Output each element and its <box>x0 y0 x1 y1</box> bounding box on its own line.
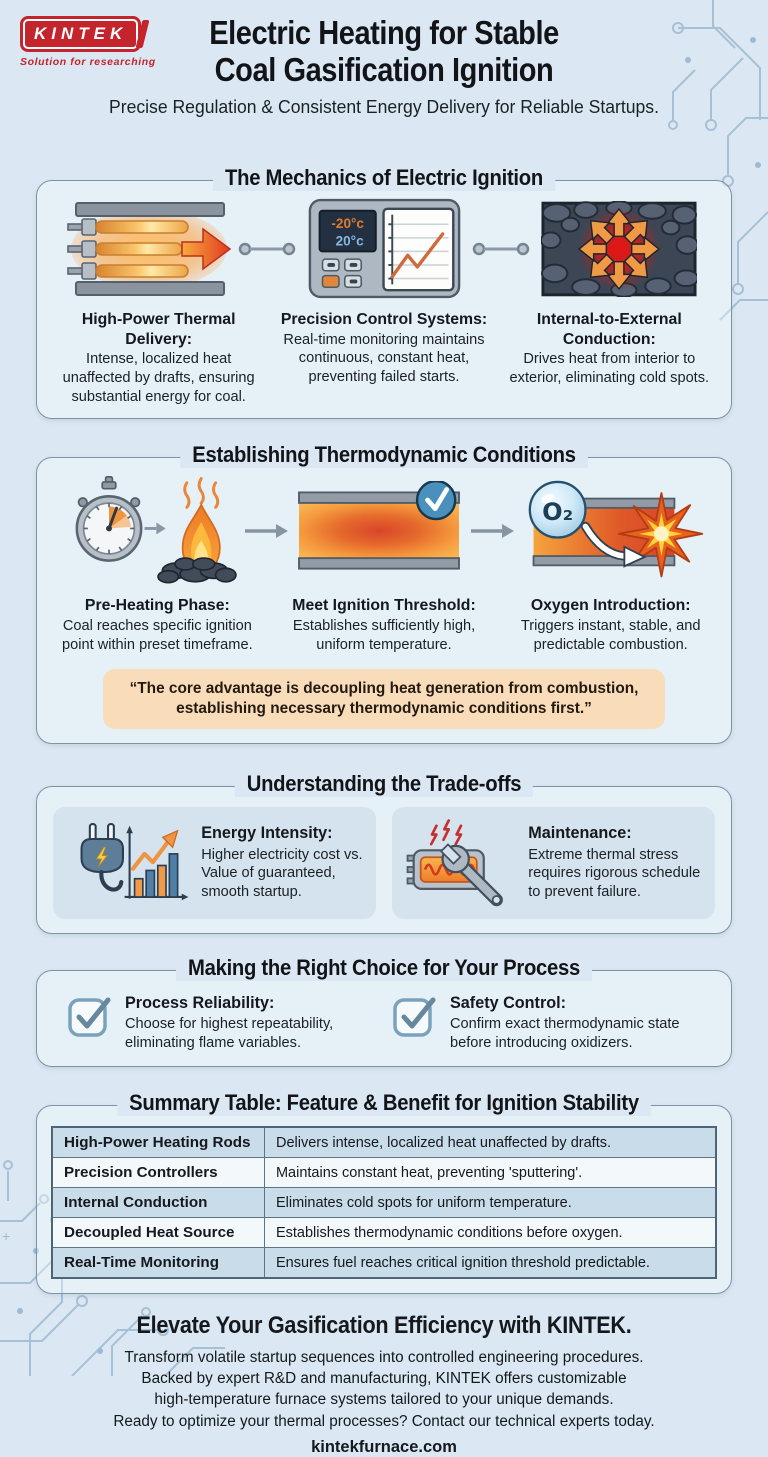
footer <box>0 1312 768 1456</box>
section-tradeoffs-title: Understanding the Trade-offs <box>235 771 533 797</box>
item-body: Establishes sufficiently high, uniform temperature. <box>292 618 476 653</box>
section-summary <box>36 1090 732 1294</box>
item-heading: Internal-to-External Conduction: <box>536 311 682 348</box>
checkbox-icon <box>392 993 438 1039</box>
footer-line: Transform volatile startup sequences into controlled engineering procedures. <box>124 1349 644 1367</box>
item-body: Confirm exact thermodynamic state before introducing oxidizers. <box>450 1015 680 1051</box>
thermo-item <box>49 596 266 654</box>
page-subtitle: Precise Regulation & Consistent Energy Delivery for Reliable Startups. <box>109 95 659 117</box>
stopwatch-fire-icon <box>64 476 242 586</box>
plug-chart-icon <box>65 817 189 909</box>
mechanics-item <box>276 310 491 406</box>
item-heading: Process Reliability: <box>125 993 275 1012</box>
choice-item-safety <box>384 993 709 1053</box>
item-body: Real-time monitoring maintains continuous, constant heat, preventing failed starts. <box>283 331 485 386</box>
benefit-cell: Eliminates cold spots for uniform temperature. <box>264 1188 716 1218</box>
arrow-right-icon <box>469 521 515 541</box>
control-panel-icon <box>307 197 462 300</box>
table-row <box>52 1218 716 1248</box>
feature-cell: Internal Conduction <box>52 1188 264 1218</box>
item-body: Extreme thermal stress requires rigorous schedule to prevent failure. <box>528 846 701 901</box>
header <box>0 0 768 150</box>
item-heading: Maintenance: <box>528 824 632 843</box>
item-body: Higher electricity cost vs. Value of guaranteed, smooth startup. <box>201 846 363 901</box>
connector-line <box>238 242 296 256</box>
connector-line <box>472 242 530 256</box>
plus-mark: + <box>2 1228 11 1244</box>
oxygen-combustion-icon <box>515 478 705 585</box>
item-heading: High-Power Thermal Delivery: <box>81 311 236 348</box>
item-heading: Meet Ignition Threshold: <box>292 597 476 615</box>
panel-temp-bottom: 20°c <box>335 233 364 249</box>
feature-cell: Decoupled Heat Source <box>52 1218 264 1248</box>
footer-line: high-temperature furnace systems tailored to your unique demands. <box>154 1391 614 1409</box>
item-body: Triggers instant, stable, and predictable combustion. <box>520 618 701 653</box>
section-choice-title: Making the Right Choice for Your Process <box>176 955 592 981</box>
feature-cell: Precision Controllers <box>52 1158 264 1188</box>
item-body: Choose for highest repeatability, eliminating flame variables. <box>125 1015 334 1051</box>
item-heading: Precision Control Systems: <box>280 311 488 328</box>
summary-table <box>51 1126 717 1279</box>
coal-conduction-icon <box>541 201 697 297</box>
footer-line: Backed by expert R&D and manufacturing, KINTEK offers customizable <box>141 1370 627 1388</box>
item-body: Drives heat from interior to exterior, eliminating cold spots. <box>509 351 710 387</box>
feature-cell: High-Power Heating Rods <box>52 1127 264 1158</box>
section-choice <box>36 954 732 1068</box>
section-summary-title: Summary Table: Feature & Benefit for Ignition Stability <box>117 1090 651 1116</box>
tradeoff-tile-energy <box>53 807 376 919</box>
website-link[interactable]: kintekfurnace.com <box>311 1437 457 1456</box>
benefit-cell: Maintains constant heat, preventing 'sputtering'. <box>264 1158 716 1188</box>
thermo-item <box>276 596 493 654</box>
page-title-line2: Coal Gasification Ignition <box>214 51 554 89</box>
feature-cell: Real-Time Monitoring <box>52 1248 264 1279</box>
footer-heading: Elevate Your Gasification Efficiency with KINTEK. <box>136 1312 632 1340</box>
tradeoff-tile-maintenance <box>392 807 715 919</box>
mechanics-item <box>51 310 266 406</box>
section-thermodynamic <box>36 442 732 743</box>
mechanics-item <box>502 310 717 406</box>
item-body: Intense, localized heat unaffected by drafts, ensuring substantial energy for coal. <box>62 351 255 405</box>
heater-wrench-icon <box>404 817 516 909</box>
item-heading: Energy Intensity: <box>201 824 333 843</box>
checkbox-icon <box>67 993 113 1039</box>
heating-rods-icon <box>64 199 234 299</box>
choice-item-reliability <box>59 993 384 1053</box>
advantage-quote: “The core advantage is decoupling heat generation from combustion, establishing necessary thermodynamic conditions first.” <box>103 669 665 729</box>
page-title-line1: Electric Heating for Stable <box>209 14 559 51</box>
section-mechanics-title: The Mechanics of Electric Ignition <box>213 165 555 191</box>
item-heading: Safety Control: <box>450 993 567 1012</box>
panel-temp-top: -20°c <box>330 216 364 232</box>
section-tradeoffs <box>36 770 732 934</box>
arrow-right-icon <box>243 521 289 541</box>
table-row <box>52 1158 716 1188</box>
item-heading: Oxygen Introduction: <box>530 597 691 615</box>
thermo-item <box>502 596 719 654</box>
page-title <box>46 14 722 89</box>
heated-chamber-check-icon <box>293 481 465 581</box>
table-row <box>52 1188 716 1218</box>
item-heading: Pre-Heating Phase: <box>84 597 230 615</box>
benefit-cell: Delivers intense, localized heat unaffected by drafts. <box>264 1127 716 1158</box>
logo-tagline: Solution for researching <box>20 56 156 68</box>
item-body: Coal reaches specific ignition point within preset timeframe. <box>62 618 253 653</box>
section-mechanics <box>36 165 732 419</box>
benefit-cell: Establishes thermodynamic conditions before oxygen. <box>264 1218 716 1248</box>
benefit-cell: Ensures fuel reaches critical ignition threshold predictable. <box>264 1248 716 1279</box>
table-row <box>52 1127 716 1158</box>
footer-line: Ready to optimize your thermal processes? Contact our technical experts today. <box>113 1412 655 1430</box>
o2-label: O₂ <box>542 497 574 526</box>
logo-text: KINTEK <box>34 24 128 43</box>
section-thermodynamic-title: Establishing Thermodynamic Conditions <box>180 442 587 468</box>
table-row <box>52 1248 716 1279</box>
